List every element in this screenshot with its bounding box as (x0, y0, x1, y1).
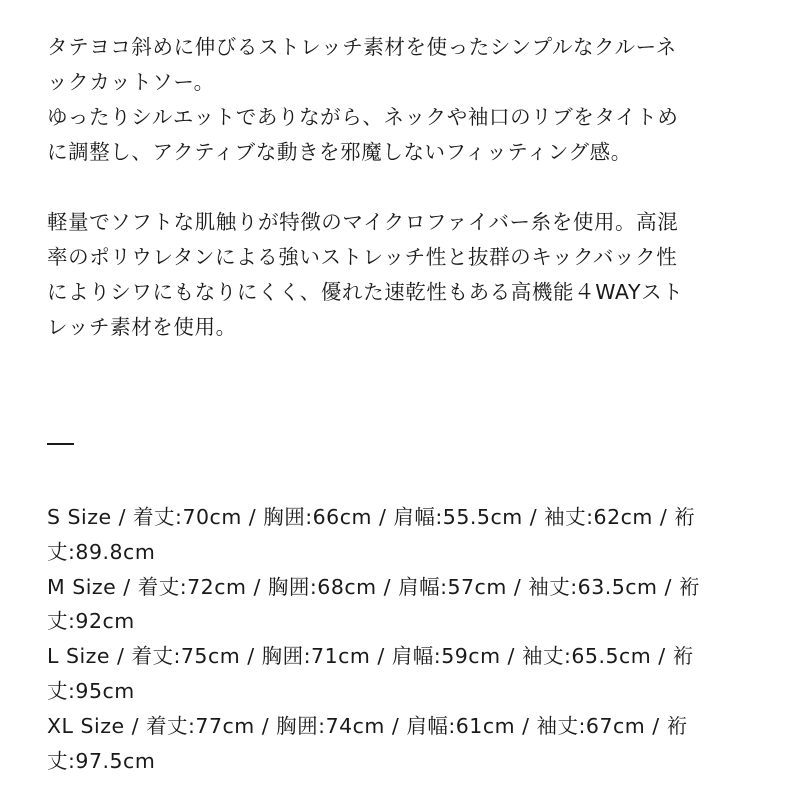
description-paragraph-1 (47, 30, 767, 170)
description-line: 率のポリウレタンによる強いストレッチ性と抜群のキックバック性 (47, 245, 678, 269)
description-line: タテヨコ斜めに伸びるストレッチ素材を使ったシンプルなクルーネ (47, 35, 677, 59)
size-entry-l (47, 639, 747, 709)
description-line: 軽量でソフトな肌触りが特徴のマイクロファイバー糸を使用。高混 (47, 210, 679, 234)
size-line: S Size / 着丈:70cm / 胸囲:66cm / 肩幅:55.5cm / 袖丈:62cm / 裄 (47, 505, 696, 529)
description-line: ゆったりシルエットでありながら、ネックや袖口のリブをタイトめ (47, 105, 679, 129)
divider-line (47, 443, 74, 445)
size-entry-s (47, 500, 747, 570)
size-line: 丈:89.8cm (47, 539, 156, 564)
size-chart (47, 500, 747, 778)
size-entry-xl (47, 709, 747, 779)
description-line: によりシワにもなりにくく、優れた速乾性もある高機能４WAYスト (47, 280, 684, 304)
description-line: レッチ素材を使用。 (47, 315, 237, 339)
description-line: ックカットソー。 (47, 70, 215, 94)
size-line: 丈:95cm (47, 678, 135, 703)
size-entry-m (47, 570, 747, 640)
section-divider (47, 443, 74, 445)
size-line: L Size / 着丈:75cm / 胸囲:71cm / 肩幅:59cm / 袖丈:65.5cm / 裄 (47, 644, 694, 669)
description-paragraph-2 (47, 205, 767, 345)
size-line: M Size / 着丈:72cm / 胸囲:68cm / 肩幅:57cm / 袖丈:63.5cm / 裄 (47, 574, 700, 599)
size-line: 丈:92cm (47, 609, 135, 634)
description-line: に調整し、アクティブな動きを邪魔しないフィッティング感。 (47, 140, 632, 164)
product-description (47, 30, 767, 345)
paragraph-spacer (47, 170, 767, 205)
size-line: XL Size / 着丈:77cm / 胸囲:74cm / 肩幅:61cm / 袖丈:67cm / 裄 (47, 713, 688, 738)
size-line: 丈:97.5cm (47, 748, 156, 773)
